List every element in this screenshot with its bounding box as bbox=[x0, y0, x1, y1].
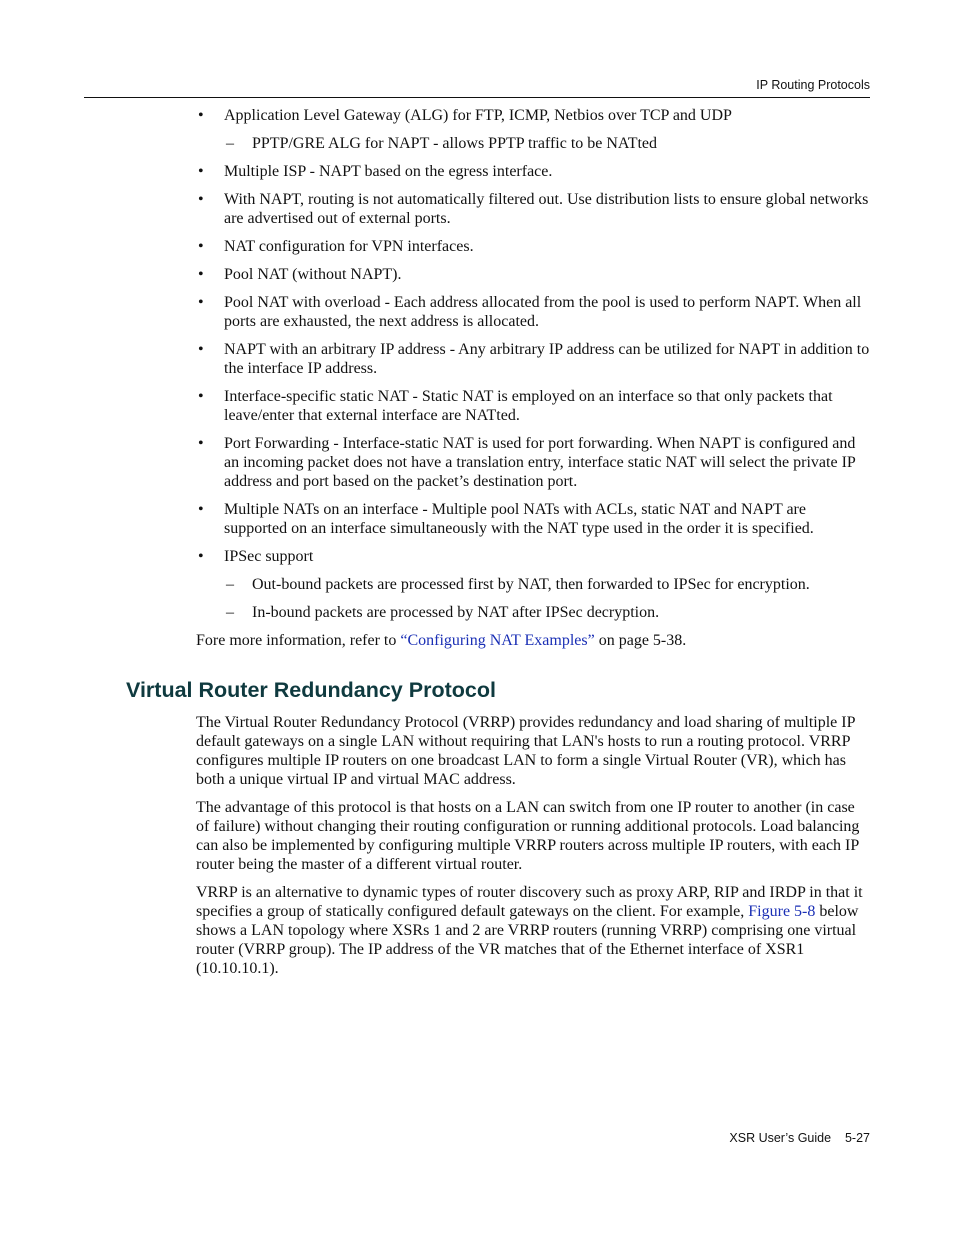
vrrp-intro-paragraph: The Virtual Router Redundancy Protocol (VRRP) provides redundancy and load sharing of multiple IP default gateways on a single LAN without requiring that LAN's hosts to run a routing protocol. VRRP configures multiple IP routers on one broadcast LAN to form a single Virtual Router (VR), which has both a unique virtual IP and virtual MAC address. bbox=[196, 714, 855, 788]
list-item: • Interface-specific static NAT - Static NAT is employed on an interface so that only packets that leave/enter that external interface are NATted. bbox=[196, 387, 870, 425]
nat-feature-list bbox=[196, 106, 870, 622]
list-item: • NAT configuration for VPN interfaces. bbox=[196, 237, 870, 256]
list-item bbox=[196, 547, 870, 622]
header-title: IP Routing Protocols bbox=[756, 78, 870, 92]
list-item: • Port Forwarding - Interface-static NAT is used for port forwarding. When NAPT is configured and an incoming packet does not have a translation entry, interface static NAT will select the private IP address and port based on the packet’s destination port. bbox=[196, 434, 870, 491]
configuring-nat-examples-link[interactable]: “Configuring NAT Examples” bbox=[400, 632, 595, 649]
example-prefix: VRRP is an alternative to dynamic types of router discovery such as proxy ARP, RIP and IRDP in that it specifies a group of statically configured default gateways on the client. For example, bbox=[196, 884, 863, 920]
section-heading: Virtual Router Redundancy Protocol bbox=[126, 678, 496, 702]
sub-list bbox=[224, 134, 870, 153]
sub-list-item: – Out-bound packets are processed first by NAT, then forwarded to IPSec for encryption. bbox=[224, 575, 870, 594]
more-info-paragraph bbox=[196, 631, 870, 650]
vrrp-advantage-paragraph: The advantage of this protocol is that hosts on a LAN can switch from one IP router to another (in case of failure) without changing their routing configuration or running additional protocols. Load balancing can also be implemented by configuring multiple VRRP routers across multiple IP routers, with each IP router being the master of a different virtual router. bbox=[196, 799, 860, 873]
page-footer bbox=[729, 1131, 870, 1145]
header-rule bbox=[84, 97, 870, 98]
sub-list-item: – In-bound packets are processed by NAT after IPSec decryption. bbox=[224, 603, 870, 622]
vrrp-example-paragraph bbox=[196, 883, 870, 978]
list-item: • Multiple ISP - NAPT based on the egress interface. bbox=[196, 162, 870, 181]
list-item bbox=[196, 106, 870, 153]
figure-5-8-link[interactable]: Figure 5-8 bbox=[748, 903, 816, 920]
list-item: • With NAPT, routing is not automatically filtered out. Use distribution lists to ensure global networks are advertised out of external ports. bbox=[196, 190, 870, 228]
nat-features-content bbox=[196, 106, 870, 659]
more-info-prefix: Fore more information, refer to bbox=[196, 632, 401, 649]
list-item: • Pool NAT with overload - Each address allocated from the pool is used to perform NAPT. When all ports are exhausted, the next address is allocated. bbox=[196, 293, 870, 331]
list-item: • Pool NAT (without NAPT). bbox=[196, 265, 870, 284]
more-info-suffix: on page 5-38. bbox=[594, 632, 687, 649]
sub-list bbox=[224, 575, 870, 622]
list-item-text: Application Level Gateway (ALG) for FTP, ICMP, Netbios over TCP and UDP bbox=[224, 107, 732, 124]
list-item-text: IPSec support bbox=[224, 548, 314, 565]
section-body bbox=[196, 713, 870, 987]
sub-list-item: – PPTP/GRE ALG for NAPT - allows PPTP traffic to be NATted bbox=[224, 134, 870, 153]
page-number: 5-27 bbox=[844, 1131, 870, 1145]
list-item: • Multiple NATs on an interface - Multiple pool NATs with ACLs, static NAT and NAPT are supported on an interface simultaneously with the NAT type used in the order it is specified. bbox=[196, 500, 870, 538]
footer-guide-title: XSR User’s Guide bbox=[729, 1131, 832, 1145]
list-item: • NAPT with an arbitrary IP address - Any arbitrary IP address can be utilized for NAPT in addition to the interface IP address. bbox=[196, 340, 870, 378]
example-suffix: below shows a LAN topology where XSRs 1 and 2 are VRRP routers (running VRRP) comprising one virtual router (VRRP group). The IP address of the VR matches that of the Ethernet interface of XSR1 (10.10.10.1). bbox=[196, 903, 859, 977]
